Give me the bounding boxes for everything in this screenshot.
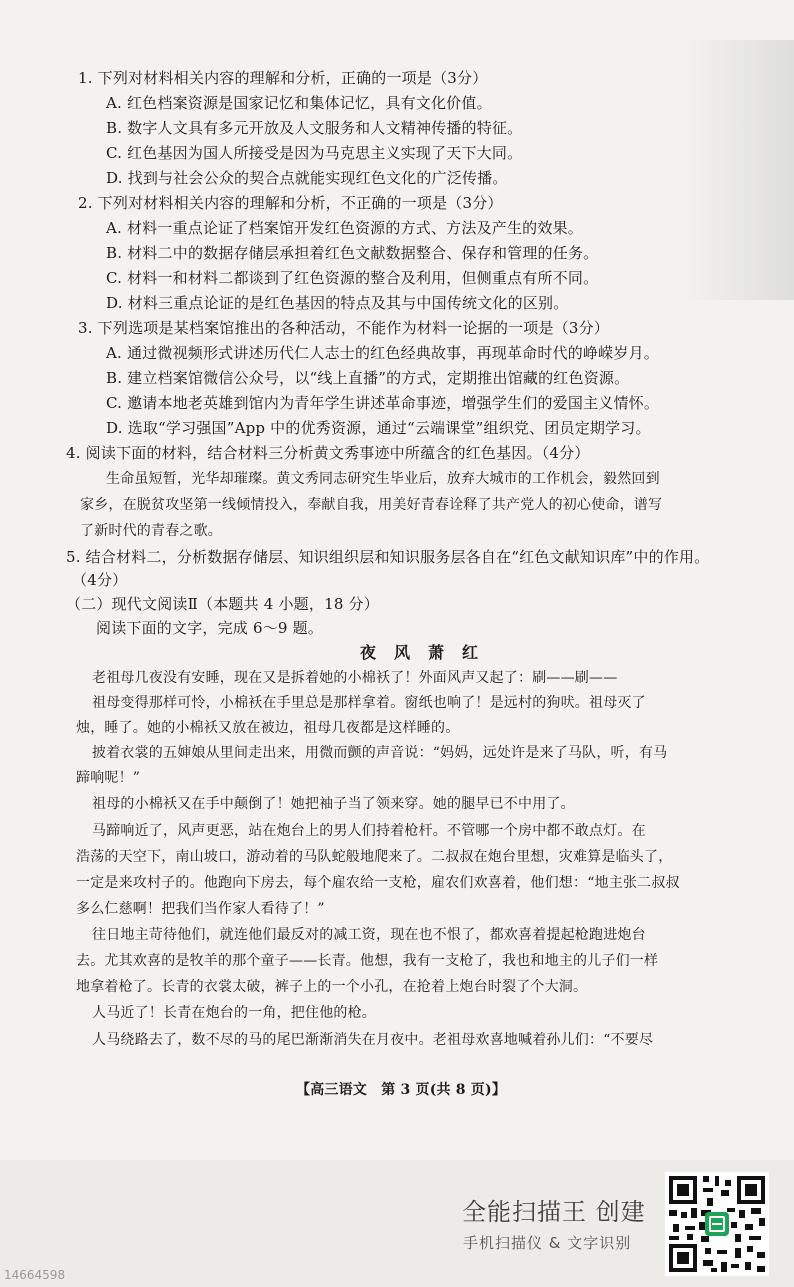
q3-option-a: A. 通过微视频形式讲述历代仁人志士的红色经典故事，再现革命时代的峥嵘岁月。: [106, 344, 659, 362]
story-line: 蹄响呢！”: [76, 770, 141, 786]
scanner-watermark-subtitle: 手机扫描仪 & 文字识别: [463, 1234, 632, 1252]
story-line: 披着衣裳的五婶娘从里间走出来，用微而颤的声音说：“妈妈，远处许是来了马队，听，有马: [92, 745, 668, 761]
story-line: 浩荡的天空下，南山坡口，游动着的马队蛇般地爬来了。二叔叔在炮台里想，灾难算是临头了，: [76, 849, 673, 865]
q1-option-d: D. 找到与社会公众的契合点就能实现红色文化的广泛传播。: [106, 169, 508, 187]
story-line: 祖母的小棉袄又在手中颠倒了！她把袖子当了领来穿。她的腿早已不中用了。: [92, 796, 575, 812]
q5-stem: 5. 结合材料二，分析数据存储层、知识组织层和知识服务层各自在“红色文献知识库”中的作用。: [66, 548, 710, 566]
q3-option-c: C. 邀请本地老英雄到馆内为青年学生讲述革命事迹，增强学生们的爱国主义情怀。: [106, 394, 660, 412]
story-title: 夜风萧红: [360, 643, 497, 662]
q3-option-d: D. 选取“学习强国”App 中的优秀资源，通过“云端课堂”组织党、团员定期学习。: [106, 419, 651, 437]
scanner-watermark-title: 全能扫描王 创建: [462, 1198, 646, 1226]
qr-code-icon: [665, 1172, 769, 1276]
q1-option-a: A. 红色档案资源是国家记忆和集体记忆，具有文化价值。: [106, 94, 492, 112]
story-line: 烛，睡了。她的小棉袄又放在被边，祖母几夜都是这样睡的。: [76, 720, 460, 736]
q2-option-a: A. 材料一重点论证了档案馆开发红色资源的方式、方法及产生的效果。: [106, 219, 583, 237]
page-footer: 【高三语文 第 3 页(共 8 页)】: [296, 1082, 507, 1098]
story-line: 祖母变得那样可怜，小棉袄在手里总是那样拿着。窗纸也响了！是远村的狗吠。祖母灭了: [92, 695, 646, 711]
story-line: 一定是来攻村子的。他跑向下房去，每个雇农给一支枪，雇农们欢喜着，他们想：“地主张二叔叔: [76, 875, 680, 891]
q4-material-line: 了新时代的青春之歌。: [80, 523, 222, 539]
story-line: 人马绕路去了，数不尽的马的尾巴渐渐消失在月夜中。老祖母欢喜地喊着孙儿们：“不要尽: [92, 1032, 654, 1048]
story-line: 去。尤其欢喜的是牧羊的那个童子——长青。他想，我有一支枪了，我也和地主的儿子们一样: [76, 953, 659, 969]
story-line: 往日地主苛待他们，就连他们最反对的减工资，现在也不恨了，都欢喜着提起枪跑进炮台: [92, 927, 646, 943]
section-heading: （二）现代文阅读Ⅱ（本题共 4 小题，18 分）: [66, 595, 379, 613]
story-line: 老祖母几夜没有安睡，现在又是拆着她的小棉袄了！外面风声又起了：刷——刷——: [92, 670, 618, 686]
q2-option-b: B. 材料二中的数据存储层承担着红色文献数据整合、保存和管理的任务。: [106, 244, 599, 262]
q4-stem: 4. 阅读下面的材料，结合材料三分析黄文秀事迹中所蕴含的红色基因。（4分）: [66, 444, 590, 462]
q1-stem: 1. 下列对材料相关内容的理解和分析，正确的一项是（3分）: [78, 69, 488, 87]
story-line: 地拿着枪了。长青的衣裳太破，裤子上的一个小孔，在抢着上炮台时裂了个大洞。: [76, 979, 588, 995]
scan-id: 14664598: [4, 1268, 66, 1282]
q2-stem: 2. 下列对材料相关内容的理解和分析，不正确的一项是（3分）: [78, 194, 503, 212]
scan-shadow: [684, 40, 794, 300]
q2-option-c: C. 材料一和材料二都谈到了红色资源的整合及利用，但侧重点有所不同。: [106, 269, 599, 287]
q3-option-b: B. 建立档案馆微信公众号，以“线上直播”的方式，定期推出馆藏的红色资源。: [106, 369, 630, 387]
story-line: 马蹄响近了，风声更恶，站在炮台上的男人们持着枪杆。不管哪一个房中都不敢点灯。在: [92, 823, 646, 839]
q1-option-c: C. 红色基因为国人所接受是因为马克思主义实现了天下大同。: [106, 144, 523, 162]
section-instruction: 阅读下面的文字，完成 6～9 题。: [96, 619, 324, 637]
story-line: 人马近了！长青在炮台的一角，把住他的枪。: [92, 1005, 376, 1021]
q4-material-line: 生命虽短暂，光华却璀璨。黄文秀同志研究生毕业后，放弃大城市的工作机会，毅然回到: [106, 471, 660, 487]
story-line: 多么仁慈啊！把我们当作家人看待了！”: [76, 901, 325, 917]
q2-option-d: D. 材料三重点论证的是红色基因的特点及其与中国传统文化的区别。: [106, 294, 569, 312]
q1-option-b: B. 数字人文具有多元开放及人文服务和人文精神传播的特征。: [106, 119, 523, 137]
q5-score: （4分）: [72, 571, 128, 589]
q4-material-line: 家乡，在脱贫攻坚第一线倾情投入，奉献自我，用美好青春诠释了共产党人的初心使命，谱写: [80, 497, 663, 513]
q3-stem: 3. 下列选项是某档案馆推出的各种活动，不能作为材料一论据的一项是（3分）: [78, 319, 610, 337]
